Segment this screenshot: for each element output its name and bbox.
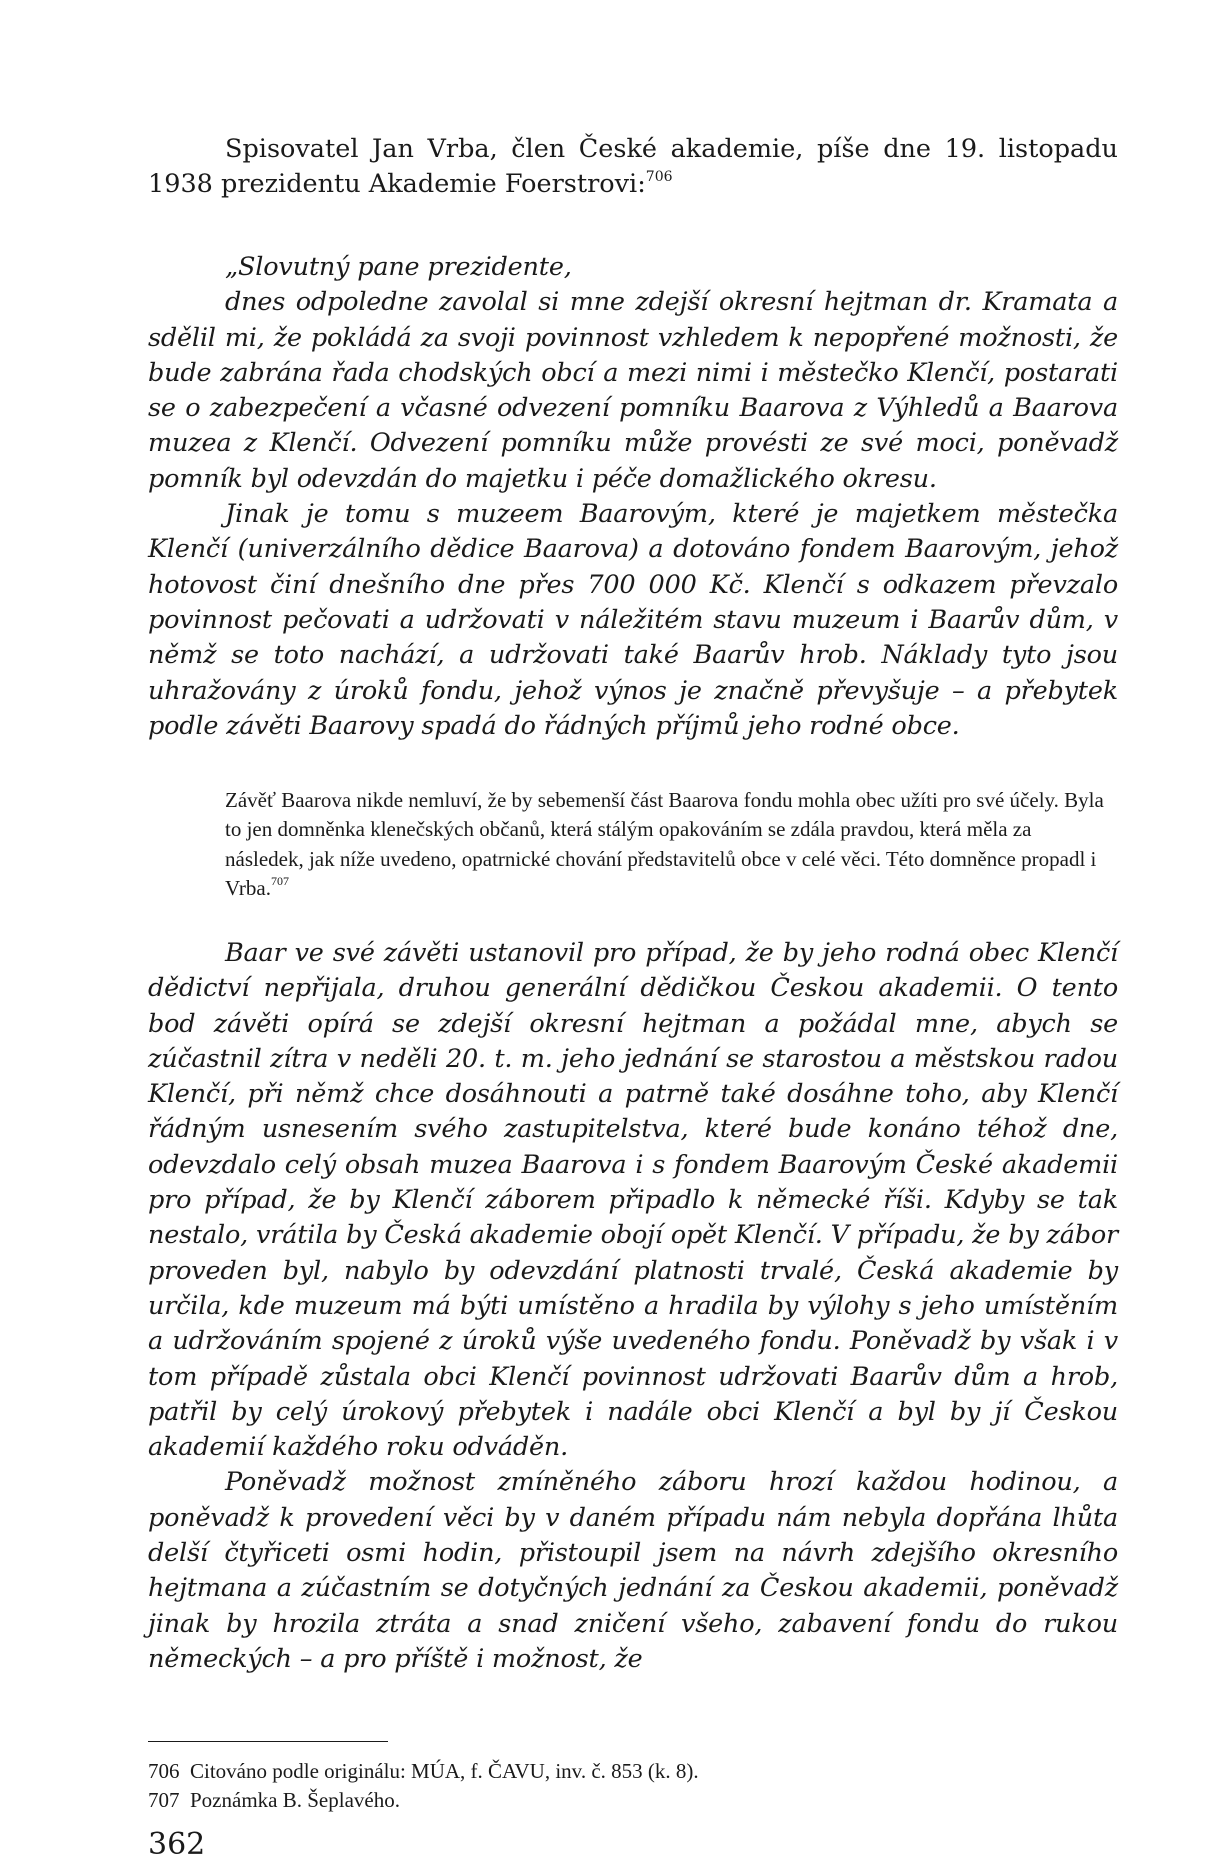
letter-paragraph-2: Jinak je tomu s muzeem Baarovým, které je majetkem městečka Klenčí (univerzálního dědice Baarova) a dotováno fondem Baarovým, jehož hotovost činí dnešního dne přes 700 000 Kč. Klenčí s odkazem převzalo povinnost pečovati a udržovati v náležitém stavu muzeum i Baarův dům, v němž se toto nachází, a udržovati také Baarův hrob. Náklady tyto jsou uhražovány z úroků fondu, jehož výnos je značně převyšuje – a přebytek podle závěti Baarovy spadá do řádných příjmů jeho rodné obce. bbox=[148, 499, 1118, 741]
letter-quote-part-2 bbox=[148, 936, 1118, 1677]
letter-quote-part-1 bbox=[148, 250, 1118, 744]
footnote-707 bbox=[148, 1786, 1118, 1815]
intro-block bbox=[148, 132, 1118, 202]
editor-note-text: Závěť Baarova nikde nemluví, že by sebemenší část Baarova fondu mohla obec užíti pro své účely. Byla to jen domněnka klenečských občanů, která stálým opakováním se zdála pravdou, která měla za následek, jak níže uvedeno, opatrnické chování představitelů obce v celé věci. Této domněnce propadl i Vrba. bbox=[225, 788, 1104, 901]
letter-paragraph-3: Baar ve své závěti ustanovil pro případ, že by jeho rodná obec Klenčí dědictví nepřijala, druhou generální dědičkou Českou akademii. O tento bod závěti opírá se zdejší okresní hejtman a požádal mne, abych se zúčastnil zítra v neděli 20. t. m. jeho jednání se starostou a městskou radou Klenčí, při němž chce dosáhnouti a patrně také dosáhne toho, aby Klenčí řádným usnesením svého zastupitelstva, které bude konáno téhož dne, odevzdalo celý obsah muzea Baarova i s fondem Baarovým České akademii pro případ, že by Klenčí záborem připadlo k německé říši. Kdyby se tak nestalo, vrátila by Česká akademie obojí opět Klenčí. V případu, že by zábor proveden byl, nabylo by odevzdání platnosti trvalé, Česká akademie by určila, kde muzeum má býti umístěno a hradila by výlohy s jeho umístěním a udržováním spojené z úroků výše uvedeného fondu. Poněvadž by však i v tom případě zůstala obci Klenčí povinnost udržovati Baarův dům a hrob, patřil by celý úrokový přebytek i nadále obci Klenčí a byl by jí Českou akademií každého roku odváděn. bbox=[148, 938, 1118, 1463]
footnote-ref-707: 707 bbox=[270, 874, 289, 889]
footnote-number: 706 bbox=[148, 1759, 180, 1783]
footnote-706 bbox=[148, 1757, 1118, 1786]
footnote-divider bbox=[148, 1741, 388, 1742]
footnote-ref-706: 706 bbox=[645, 169, 673, 185]
editor-note-paragraph bbox=[225, 786, 1115, 904]
intro-paragraph bbox=[148, 132, 1118, 202]
letter-salutation: „Slovutný pane prezidente, bbox=[225, 252, 572, 282]
footnotes bbox=[148, 1757, 1118, 1815]
footnote-text: Citováno podle originálu: MÚA, f. ČAVU, inv. č. 853 (k. 8). bbox=[190, 1759, 699, 1783]
letter-paragraph-1: dnes odpoledne zavolal si mne zdejší okresní hejtman dr. Kramata a sdělil mi, že pokládá za svoji povinnost vzhledem k nepopřené možnosti, že bude zabrána řada chodských obcí a mezi nimi i městečko Klenčí, postarati se o zabezpečení a včasné odvezení pomníku Baarova z Výhledů a Baarova muzea z Klenčí. Odvezení pomníku může provésti ze své moci, poněvadž pomník byl odevzdán do majetku i péče domažlického okresu. bbox=[148, 287, 1118, 494]
editor-note bbox=[225, 786, 1115, 904]
page-number: 362 bbox=[148, 1827, 206, 1862]
footnote-text: Poznámka B. Šeplavého. bbox=[190, 1788, 400, 1812]
footnote-number: 707 bbox=[148, 1788, 180, 1812]
intro-text: Spisovatel Jan Vrba, člen České akademie, píše dne 19. listopadu 1938 prezidentu Akademie Foerstrovi: bbox=[148, 134, 1118, 199]
letter-paragraph-4: Poněvadž možnost zmíněného záboru hrozí každou hodinou, a poněvadž k provedení věci by v daném případu nám nebyla dopřána lhůta delší čtyřiceti osmi hodin, přistoupil jsem na návrh zdejšího okresního hejtmana a zúčastním se dotyčných jednání za Českou akademii, poněvadž jinak by hrozila ztráta a snad zničení všeho, zabavení fondu do rukou německých – a pro příště i možnost, že bbox=[148, 1467, 1118, 1674]
